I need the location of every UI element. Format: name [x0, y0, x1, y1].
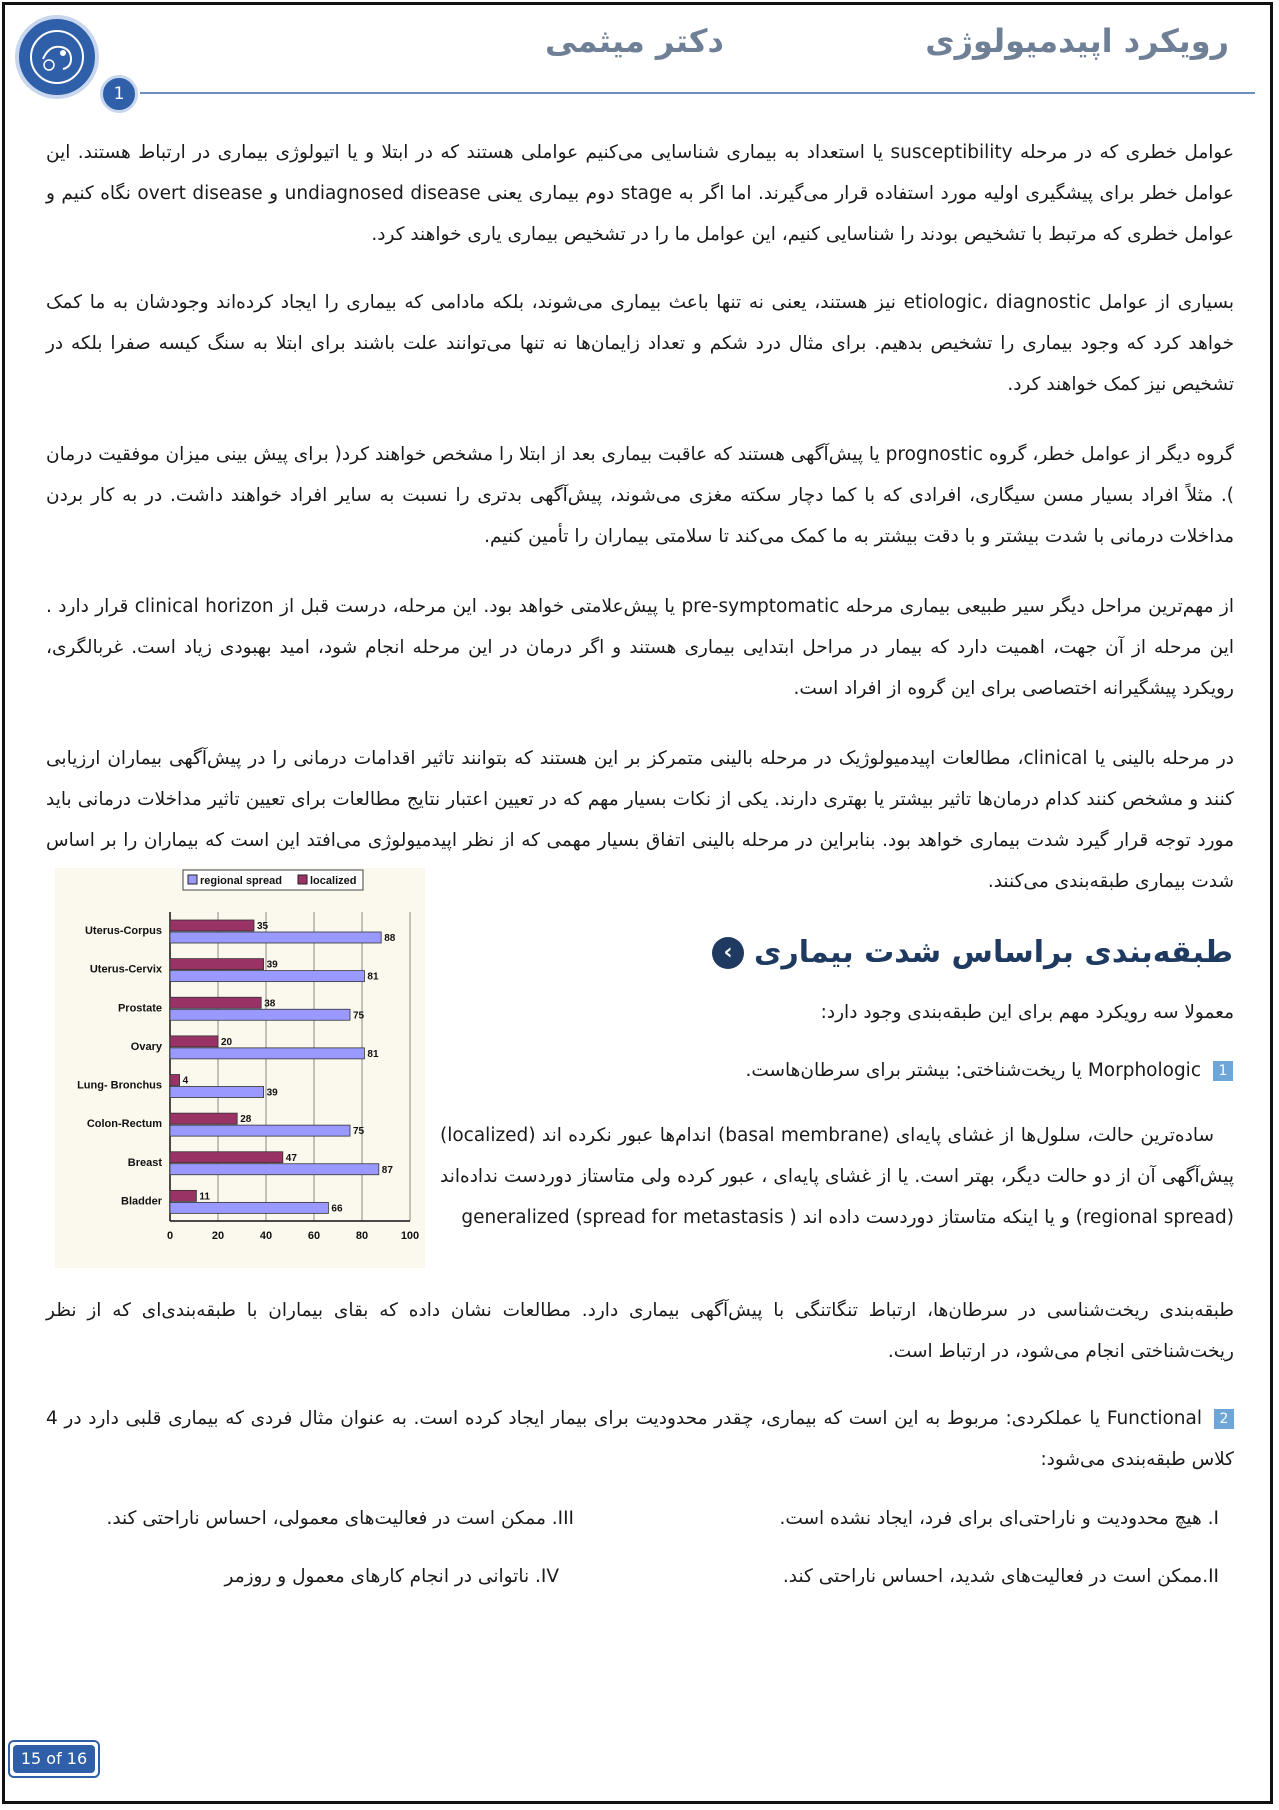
- functional-text: Functional یا عملکردی: مربوط به این است که بیماری، چقدر محدودیت برای بیمار ایجاد کرده است. به عنوان مثال فردی که بیماری قلبی دارد در 4 کلاس طبقه‌بندی می‌شود:: [46, 1408, 1234, 1470]
- bar-regional: [170, 1048, 364, 1059]
- approaches-intro: معمولا سه رویکرد مهم برای این طبقه‌بندی وجود دارد:: [820, 1002, 1234, 1023]
- paragraph-clinical: در مرحله بالینی یا clinical، مطالعات اپیدمیولوژیک در مرحله بالینی متمرکز بر این هستند که بتوانند تاثیر اقدامات درمانی را در پیش‌آگهی بیماران ارزیابی کنند و مشخص کنند کدام درمان‌ها تاثیر بیشتر یا بهتری دارند. یکی از نکات بسیار مهم که در تعیین اعتبار نتایج مطالعات برای تعیین تاثیر مداخلات درمانی باید مورد توجه قرار گیرد شدت بیماری خواهد بود. بنابراین در مرحله بالینی اتفاق بسیار مهمی که از نظر اپیدمیولوژی می‌افتد این است که بیماران را بر اساس شدت بیماری طبقه‌بندی می‌کنند.: [46, 748, 1234, 892]
- x-tick-label: 0: [166, 1230, 174, 1242]
- class-iii: III. ممکن است در فعالیت‌های معمولی، احساس ناراحتی کند.: [106, 1508, 574, 1529]
- bar-localized: [170, 997, 261, 1008]
- bar-regional: [170, 1202, 328, 1213]
- page-indicator[interactable]: [8, 1740, 100, 1778]
- data-label-localized: 47: [285, 1152, 297, 1164]
- author-name: دکتر میثمی: [545, 22, 724, 60]
- data-label-localized: 38: [264, 998, 276, 1010]
- list-number-badge: 2: [1214, 1409, 1234, 1429]
- chevron-right-icon: ›: [712, 937, 744, 969]
- data-label-regional: 81: [367, 1048, 379, 1060]
- page-indicator-text: 15 of 16: [13, 1745, 95, 1773]
- data-label-localized: 20: [221, 1036, 233, 1048]
- class-i: I. هیچ محدودیت و ناراحتی‌ای برای فرد، ایجاد نشده است.: [779, 1508, 1219, 1529]
- chart-svg: [55, 868, 425, 1268]
- category-label: Uterus-Corpus: [84, 925, 162, 937]
- bar-localized: [170, 1075, 180, 1086]
- data-label-regional: 39: [266, 1087, 278, 1099]
- data-label-localized: 28: [240, 1114, 252, 1126]
- morphologic-text: Morphologic یا ریخت‌شناختی: بیشتر برای سرطان‌هاست.: [745, 1060, 1201, 1081]
- x-tick-label: 20: [211, 1230, 225, 1242]
- header-rule: [140, 92, 1255, 94]
- data-label-localized: 11: [199, 1191, 210, 1203]
- data-label-localized: 4: [182, 1075, 189, 1087]
- category-label: Bladder: [121, 1195, 162, 1208]
- bar-localized: [170, 1152, 283, 1163]
- severity-bar-chart: [55, 868, 425, 1268]
- bar-localized: [170, 920, 254, 931]
- bar-localized: [170, 959, 264, 970]
- list-item-functional: [46, 1398, 1234, 1480]
- paragraph-morphologic-detail: ساده‌ترین حالت، سلول‌ها از غشای پایه‌ای (basal membrane) اندام‌ها عبور نکرده اند (localized) پیش‌آگهی آن از دو حالت دیگر، بهتر است. یا از غشای پایه‌ای ، عبور کرده ولی متاستاز دوردست نداده‌اند (regional spread) و یا اینکه متاستاز دوردست داده اند ( generalized (spread for metastasis: [440, 1125, 1234, 1228]
- bar-regional: [170, 1125, 350, 1136]
- bar-localized: [170, 1190, 196, 1201]
- bar-localized: [170, 1113, 237, 1124]
- data-label-localized: 39: [266, 959, 278, 971]
- data-label-regional: 87: [381, 1164, 393, 1176]
- category-label: Breast: [127, 1156, 162, 1169]
- legend-swatch-localized: [298, 875, 307, 884]
- bar-regional: [170, 1009, 350, 1020]
- x-tick-label: 80: [355, 1230, 369, 1242]
- category-label: Uterus-Cervix: [89, 963, 162, 976]
- data-label-regional: 75: [353, 1126, 365, 1138]
- logo-icon: [15, 15, 99, 99]
- paragraph-presymptomatic: از مهم‌ترین مراحل دیگر سیر طبیعی بیماری مرحله pre-symptomatic یا پیش‌علامتی خواهد بود. این مرحله، درست قبل از clinical horizon قرار دارد . این مرحله از آن جهت، اهمیت دارد که بیمار در مراحل ابتدایی بیماری هستند و اگر درمان در این مرحله انجام شود، امید بهبودی زیاد است. غربالگری، رویکرد پیشگیرانه اختصاصی برای این گروه از افراد است.: [46, 596, 1234, 699]
- list-item-morphologic: [745, 1060, 1233, 1081]
- paragraph-diagnostic: بسیاری از عوامل etiologic، diagnostic نیز هستند، یعنی نه تنها باعث بیماری می‌شوند، بلکه مادامی که بیماری را ایجاد کرده‌اند وجودشان به ما کمک خواهد کرد که وجود بیماری را تشخیص بدهیم. برای مثال درد شکم و تعداد زایمان‌ها نه تنها می‌توانند علت باشند برای ابتلا به سنگ کیسه صفرا بلکه در تشخیص نیز کمک خواهند کرد.: [46, 292, 1234, 395]
- x-tick-label: 100: [400, 1230, 420, 1242]
- paragraph-morphology-prognosis: طبقه‌بندی ریخت‌شناسی در سرطان‌ها، ارتباط تنگاتنگی با پیش‌آگهی بیماری دارد. مطالعات نشان داده که بقای بیماران با طبقه‌بندی‌ای که از نظر ریخت‌شناختی انجام می‌شود، در ارتباط است.: [46, 1300, 1234, 1362]
- x-tick-label: 40: [259, 1230, 273, 1242]
- document-title: رویکرد اپیدمیولوژی: [925, 22, 1229, 60]
- class-ii: II.ممکن است در فعالیت‌های شدید، احساس ناراحتی کند.: [782, 1566, 1219, 1587]
- page-number-badge: 1: [100, 75, 138, 113]
- legend-label-regional: regional spread: [200, 875, 282, 887]
- category-label: Colon-Rectum: [86, 1118, 162, 1131]
- data-label-regional: 81: [367, 971, 379, 983]
- section-heading-text: طبقه‌بندی براساس شدت بیماری: [754, 935, 1233, 970]
- x-tick-label: 60: [307, 1230, 321, 1242]
- section-heading: [712, 935, 1233, 970]
- legend-label-localized: localized: [310, 875, 357, 887]
- bar-regional: [170, 932, 381, 943]
- paragraph-susceptibility: عوامل خطری که در مرحله susceptibility یا استعداد به بیماری شناسایی می‌کنیم عواملی هستند که در ابتلا و یا اتیولوژی بیماری در ارتباط هستند. این عوامل خطر برای پیشگیری اولیه مورد استفاده قرار می‌گیرند. اما اگر به stage دوم بیماری یعنی undiagnosed disease و overt disease نگاه کنیم و عوامل خطری که مرتبط با تشخیص بودند را شناسایی کنیم، این عوامل ما را در تشخیص بیماری یاری خواهند کرد.: [46, 142, 1234, 245]
- legend-swatch-regional: [188, 875, 197, 884]
- data-label-localized: 35: [257, 921, 269, 932]
- data-label-regional: 75: [353, 1010, 365, 1022]
- list-number-badge: 1: [1213, 1061, 1233, 1081]
- bar-localized: [170, 1036, 218, 1047]
- bar-regional: [170, 1164, 379, 1175]
- bar-regional: [170, 1087, 264, 1098]
- category-label: Prostate: [117, 1002, 162, 1015]
- data-label-regional: 66: [331, 1203, 343, 1215]
- paragraph-prognostic: گروه دیگر از عوامل خطر، گروه prognostic یا پیش‌آگهی هستند که عاقبت بیماری بعد از ابتلا را مشخص خواهند کرد( برای پیش بینی میزان موفقیت درمان ). مثلاً افراد بسیار مسن سیگاری، افرادی که با کما دچار سکته مغزی می‌شوند، پیش‌آگهی بدتری را نسبت به سایر افراد خواهند داشت. در به کار بردن مداخلات درمانی با شدت بیشتر و با دقت بیشتر به ما کمک می‌کند تا سلامتی بیماران را تأمین کنیم.: [46, 444, 1234, 547]
- bar-regional: [170, 971, 364, 982]
- data-label-regional: 88: [384, 933, 396, 944]
- category-label: Lung- Bronchus: [77, 1079, 162, 1092]
- category-label: Ovary: [130, 1040, 162, 1053]
- class-iv: IV. ناتوانی در انجام کارهای معمول و روزمر: [224, 1566, 559, 1587]
